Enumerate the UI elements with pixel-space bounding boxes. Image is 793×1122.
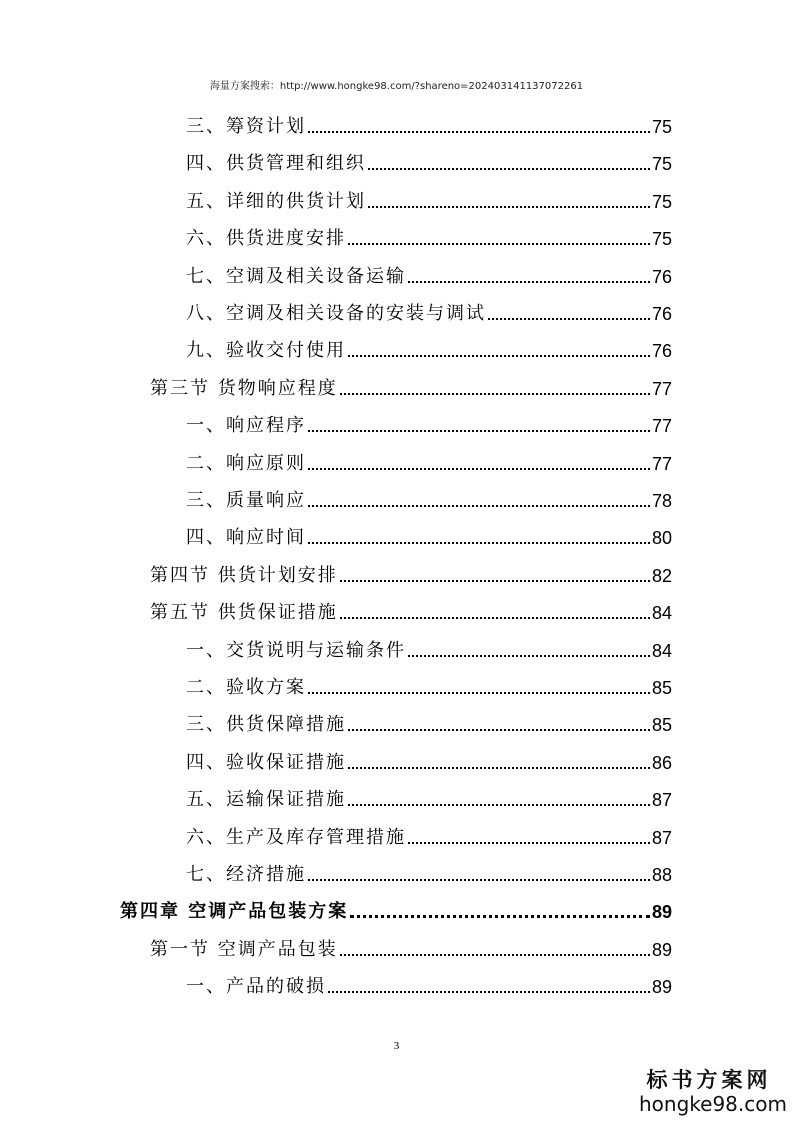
toc-entry[interactable]	[186, 213, 672, 250]
page-header-url: 海量方案搜索：http://www.hongke98.com/?shareno=202403141137072261	[209, 81, 584, 92]
toc-entry-title: 第四章 空调产品包装方案	[120, 901, 349, 923]
toc-entry-page: 77	[651, 416, 672, 437]
toc-entry-title: 二、响应原则	[186, 452, 306, 474]
toc-entry[interactable]	[186, 512, 672, 549]
toc-entry-title: 六、生产及库存管理措施	[186, 826, 406, 848]
toc-entry-page: 75	[651, 191, 672, 212]
toc-entry[interactable]	[186, 101, 672, 138]
toc-entry[interactable]	[186, 699, 672, 736]
toc-entry-page: 86	[651, 752, 672, 773]
toc-entry-page: 87	[651, 827, 672, 848]
toc-entry-title: 九、验收交付使用	[186, 340, 346, 362]
toc-dot-leader	[350, 914, 650, 918]
toc-dot-leader	[408, 280, 650, 283]
toc-dot-leader	[340, 392, 650, 395]
toc-dot-leader	[368, 205, 650, 208]
toc-dot-leader	[308, 130, 650, 133]
toc-entry-title: 四、验收保证措施	[186, 751, 346, 773]
toc-dot-leader	[308, 467, 650, 470]
toc-dot-leader	[340, 953, 650, 956]
toc-entry[interactable]	[186, 774, 672, 811]
watermark-domain: hongke98.com	[639, 1092, 787, 1116]
toc-entry-title: 五、运输保证措施	[186, 789, 346, 811]
toc-entry[interactable]	[186, 662, 672, 699]
toc-entry[interactable]	[120, 886, 672, 923]
toc-entry-page: 76	[651, 266, 672, 287]
toc-dot-leader	[368, 167, 650, 170]
toc-entry[interactable]	[186, 849, 672, 886]
toc-entry-title: 三、质量响应	[186, 490, 306, 511]
toc-entry-page: 89	[651, 939, 672, 960]
toc-entry-title: 四、响应时间	[186, 527, 306, 549]
toc-entry-page: 76	[651, 304, 672, 324]
toc-entry-page: 77	[651, 378, 672, 399]
toc-entry-title: 八、空调及相关设备的安装与调试	[186, 303, 486, 324]
toc-entry[interactable]	[186, 138, 672, 175]
toc-entry-title: 第五节 供货保证措施	[150, 602, 338, 624]
toc-dot-leader	[348, 728, 650, 731]
toc-entry-page: 75	[651, 154, 672, 175]
toc-entry-page: 82	[651, 565, 672, 586]
toc-entry[interactable]	[150, 587, 672, 624]
toc-entry-title: 第一节 空调产品包装	[150, 938, 338, 960]
page-number: 3	[393, 1040, 400, 1052]
toc-entry[interactable]	[186, 625, 672, 662]
toc-entry-title: 二、验收方案	[186, 677, 306, 698]
toc-entry-title: 七、经济措施	[186, 864, 306, 885]
toc-entry-title: 一、响应程序	[186, 415, 306, 437]
toc-entry-title: 一、交货说明与运输条件	[186, 639, 406, 661]
toc-entry-page: 88	[651, 865, 672, 885]
toc-dot-leader	[348, 803, 650, 806]
toc-entry-page: 75	[651, 117, 672, 137]
toc-dot-leader	[340, 579, 650, 582]
toc-dot-leader	[308, 429, 650, 432]
toc-dot-leader	[408, 841, 650, 844]
toc-dot-leader	[348, 766, 650, 769]
toc-entry[interactable]	[186, 400, 672, 437]
toc-entry-page: 78	[651, 491, 672, 511]
toc-entry-page: 77	[651, 453, 672, 474]
toc-entry-title: 一、产品的破损	[186, 976, 326, 998]
toc-entry[interactable]	[150, 924, 672, 961]
toc-entry[interactable]	[150, 550, 672, 587]
toc-entry[interactable]	[186, 961, 672, 998]
toc-entry-title: 四、供货管理和组织	[186, 153, 366, 175]
toc-entry-title: 第四节 供货计划安排	[150, 564, 338, 586]
toc-entry[interactable]	[186, 812, 672, 849]
toc-entry-page: 89	[651, 902, 672, 923]
toc-entry-page: 75	[651, 229, 672, 250]
toc-entry[interactable]	[186, 475, 672, 512]
toc-entry[interactable]	[186, 737, 672, 774]
toc-entry-page: 80	[651, 528, 672, 549]
toc-dot-leader	[348, 354, 650, 357]
toc-entry-title: 五、详细的供货计划	[186, 190, 366, 212]
toc-entry-title: 三、筹资计划	[186, 116, 306, 137]
toc-dot-leader	[308, 691, 650, 694]
toc-dot-leader	[328, 990, 650, 993]
toc-entry[interactable]	[186, 251, 672, 288]
toc-entry-title: 第三节 货物响应程度	[150, 377, 338, 399]
toc-entry[interactable]	[186, 325, 672, 362]
toc-dot-leader	[308, 504, 650, 507]
toc-dot-leader	[308, 878, 650, 881]
toc-entry-page: 85	[651, 678, 672, 698]
toc-entry-title: 三、供货保障措施	[186, 714, 346, 736]
site-watermark	[639, 1067, 787, 1116]
watermark-chinese: 标书方案网	[646, 1067, 772, 1092]
toc-entry[interactable]	[150, 363, 672, 400]
toc-entry-page: 76	[651, 341, 672, 362]
toc-dot-leader	[308, 541, 650, 544]
toc-dot-leader	[348, 242, 650, 245]
toc-entry[interactable]	[186, 438, 672, 475]
toc-entry[interactable]	[186, 288, 672, 325]
toc-dot-leader	[408, 654, 650, 657]
toc-entry[interactable]	[186, 176, 672, 213]
toc-entry-page: 89	[651, 977, 672, 998]
toc-entry-page: 84	[651, 603, 672, 624]
toc-entry-title: 七、空调及相关设备运输	[186, 265, 406, 287]
toc-entry-title: 六、供货进度安排	[186, 228, 346, 250]
toc-entry-page: 87	[651, 790, 672, 811]
toc-entry-page: 84	[651, 640, 672, 661]
toc-entry-page: 85	[651, 715, 672, 736]
toc-dot-leader	[340, 616, 650, 619]
toc-dot-leader	[488, 317, 650, 320]
